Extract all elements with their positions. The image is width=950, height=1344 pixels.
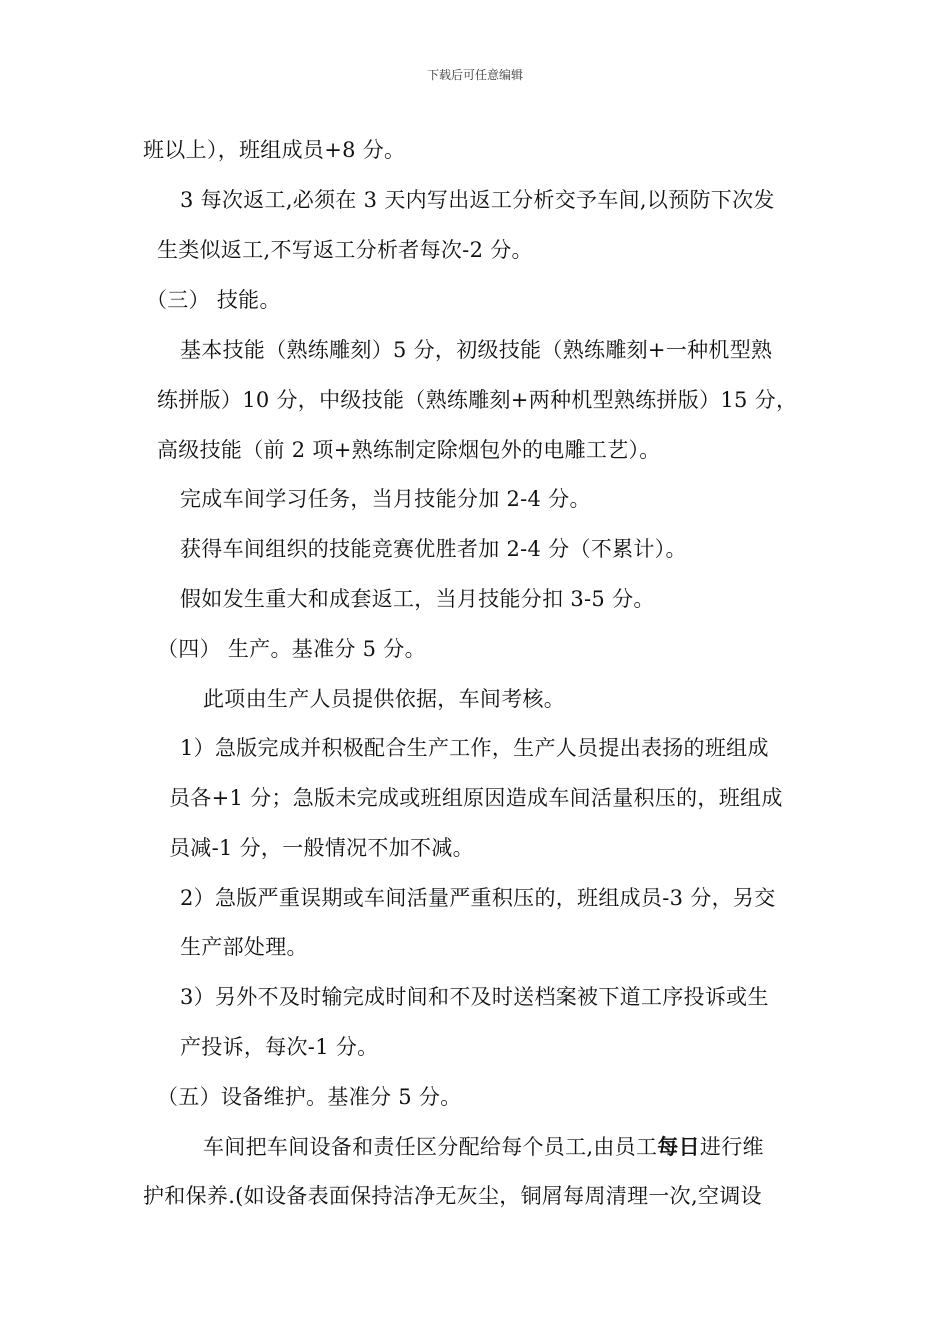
text-line-18: 3）另外不及时输完成时间和不及时送档案被下道工序投诉或生 (180, 985, 769, 1009)
text-line-9: 获得车间组织的技能竞赛优胜者加 2-4 分（不累计）。 (180, 537, 687, 561)
text-line-17: 生产部处理。 (180, 935, 308, 959)
text-line-15: 员减-1 分，一般情况不加不减。 (169, 836, 474, 860)
text-line-10: 假如发生重大和成套返工，当月技能分扣 3-5 分。 (180, 587, 655, 611)
text-line-1: 班以上），班组成员+8 分。 (143, 138, 406, 162)
text-line-6: 练拼版）10 分，中级技能（熟练雕刻+两种机型熟练拼版）15 分， (157, 388, 798, 412)
text-line-5: 基本技能（熟练雕刻）5 分，初级技能（熟练雕刻+一种机型熟 (180, 338, 773, 362)
section-heading-skills: （三） 技能。 (146, 288, 281, 312)
text-line-7: 高级技能（前 2 项+熟练制定除烟包外的电雕工艺）。 (157, 438, 661, 462)
section-heading-equipment: （五）设备维护。基准分 5 分。 (157, 1085, 462, 1109)
text-line-16: 2）急版严重误期或车间活量严重积压的，班组成员-3 分，另交 (180, 886, 776, 910)
text-line-21-emphasis: 每日 (657, 1134, 700, 1159)
text-line-8: 完成车间学习任务，当月技能分加 2-4 分。 (180, 487, 591, 511)
text-line-19: 产投诉，每次-1 分。 (180, 1035, 379, 1059)
page-header: 下载后可任意编辑 (426, 68, 523, 82)
text-line-2: 3 每次返工,必须在 3 天内写出返工分析交予车间,以预防下次发 (180, 188, 775, 212)
text-line-21-start: 车间把车间设备和责任区分配给每个员工,由员工 (203, 1135, 658, 1159)
section-heading-production: （四） 生产。基准分 5 分。 (157, 637, 426, 661)
text-line-21 (203, 1133, 764, 1161)
text-line-3: 生类似返工,不写返工分析者每次-2 分。 (157, 238, 533, 262)
text-line-14: 员各+1 分；急版未完成或班组原因造成车间活量积压的，班组成 (169, 786, 783, 810)
text-line-21-end: 进行维 (699, 1135, 764, 1159)
text-line-22: 护和保养.(如设备表面保持洁净无灰尘，铜屑每周清理一次,空调设 (143, 1184, 762, 1208)
text-line-12: 此项由生产人员提供依据，车间考核。 (203, 687, 566, 711)
text-line-13: 1）急版完成并积极配合生产工作，生产人员提出表扬的班组成 (180, 736, 769, 760)
